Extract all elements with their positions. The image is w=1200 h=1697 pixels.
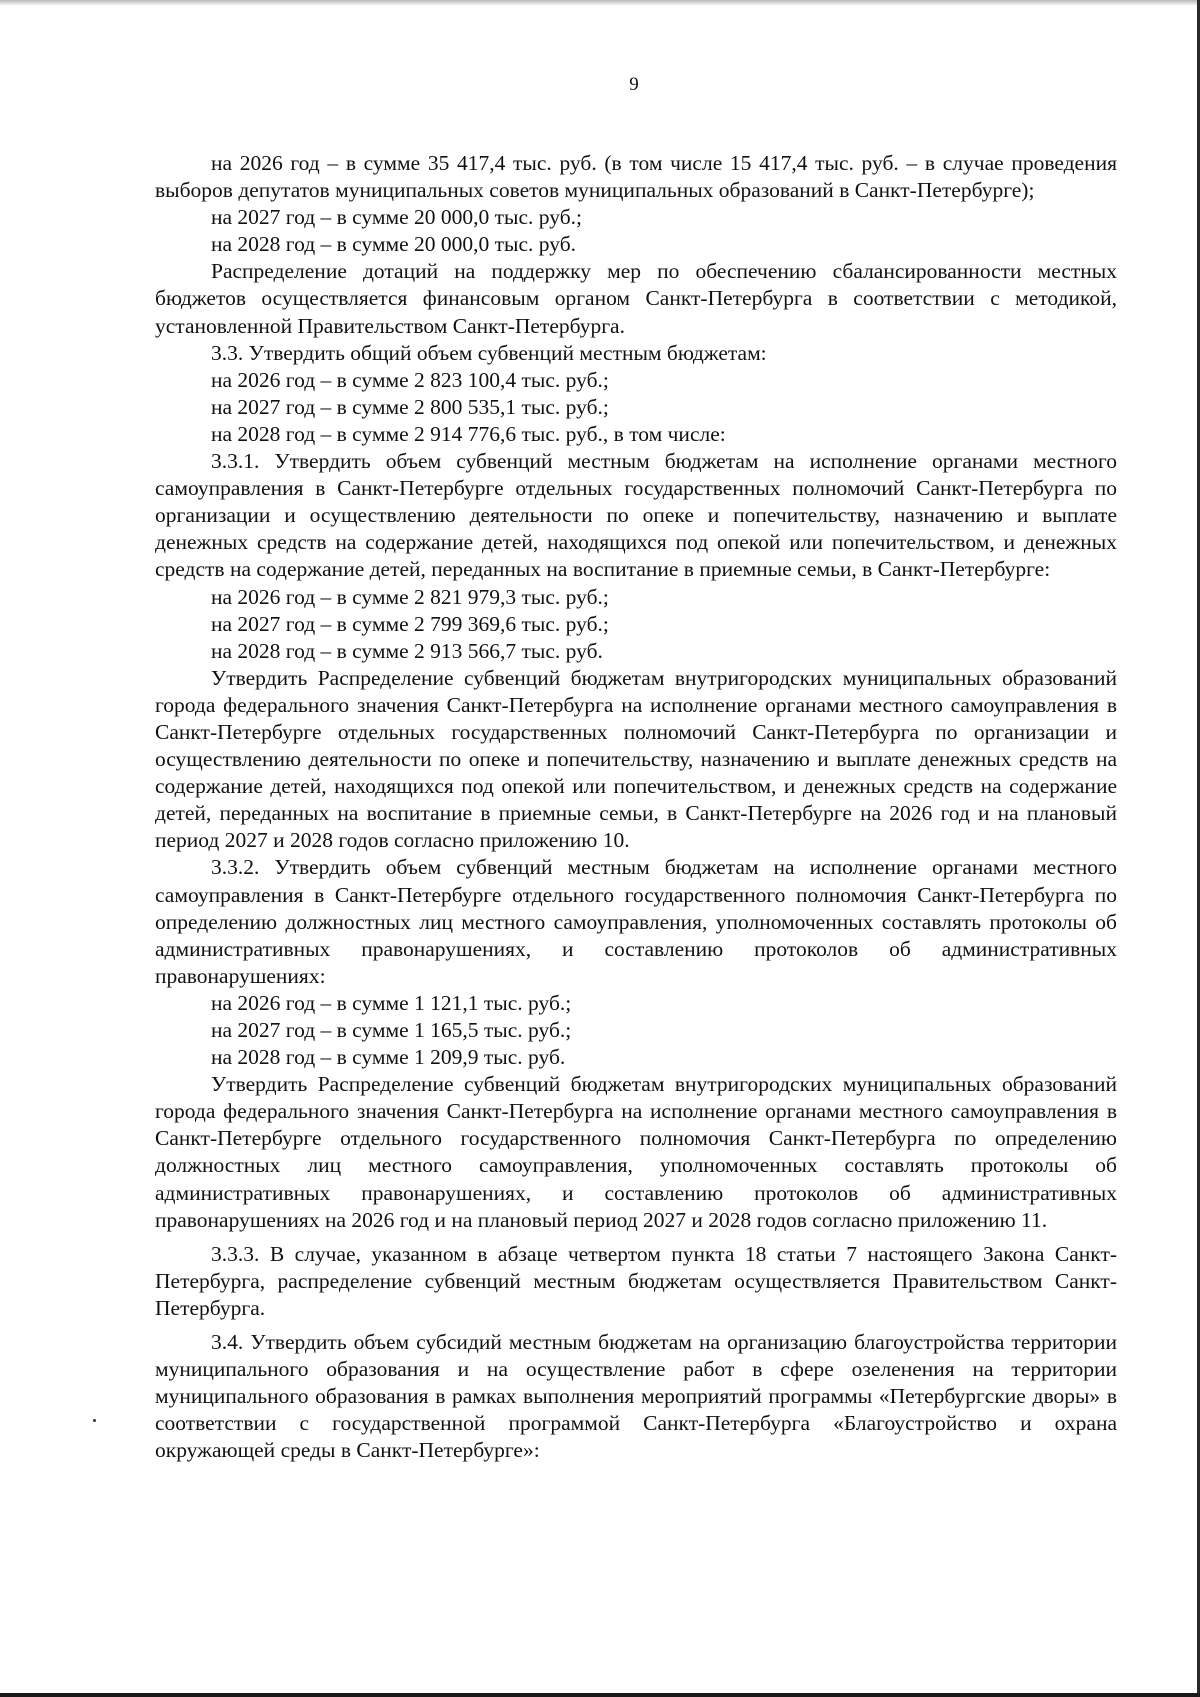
- section-heading: 3.3.1. Утвердить объем субвенций местным бюджетам на исполнение органами местного самоуправления в Санкт-Петербурге отдельных государственных полномочий Санкт-Петербурга по организации и осуществлению деятельности по опеке и попечительству, назначению и выплате денежных средств на содержание детей, находящихся под опекой или попечительством, и денежных средств на содержание детей, переданных на воспитание в приемные семьи, в Санкт-Петербурге:: [155, 449, 1117, 582]
- document-body: [155, 150, 1117, 1465]
- paragraph: на 2027 год – в сумме 1 165,5 тыс. руб.;: [211, 1018, 572, 1042]
- paragraph: на 2027 год – в сумме 20 000,0 тыс. руб.;: [211, 205, 583, 230]
- paragraph: на 2028 год – в сумме 1 209,9 тыс. руб.: [211, 1045, 566, 1070]
- section-heading: 3.3.3. В случае, указанном в абзаце четвертом пункта 18 статьи 7 настоящего Закона Санкт-Петербурга, распределение субвенций местным бюджетам осуществляется Правительством Санкт-Петербурга.: [155, 1241, 1117, 1320]
- paragraph: на 2026 год – в сумме 35 417,4 тыс. руб. (в том числе 15 417,4 тыс. руб. – в случае проведения выборов депутатов муниципальных советов муниципальных образований в Санкт-Петербурге);: [155, 151, 1117, 203]
- paragraph: на 2026 год – в сумме 2 821 979,3 тыс. руб.;: [211, 584, 609, 609]
- paragraph: на 2027 год – в сумме 2 799 369,6 тыс. руб.;: [211, 611, 609, 636]
- paragraph: на 2026 год – в сумме 2 823 100,4 тыс. руб.;: [211, 367, 609, 392]
- paragraph: Распределение дотаций на поддержку мер по обеспечению сбалансированности местных бюджетов осуществляется финансовым органом Санкт-Петербурга в соответствии с методикой, установленной Правительством Санкт-Петербурга.: [155, 259, 1117, 338]
- scan-speck: [93, 1419, 96, 1422]
- paragraph: Утвердить Распределение субвенций бюджетам внутригородских муниципальных образований города федерального значения Санкт-Петербурга на исполнение органами местного самоуправления в Санкт-Петербурге отдельного государственного полномочия Санкт-Петербурга по определению должностных лиц местного самоуправления, уполномоченных составлять протоколы об административных правонарушениях, и составлению протоколов об административных правонарушениях на 2026 год и на плановый период 2027 и 2028 годов согласно приложению 11.: [155, 1072, 1117, 1232]
- paragraph: на 2028 год – в сумме 20 000,0 тыс. руб.: [211, 232, 577, 257]
- paragraph: на 2026 год – в сумме 1 121,1 тыс. руб.;: [211, 990, 572, 1015]
- section-heading: 3.3. Утвердить общий объем субвенций местным бюджетам:: [211, 340, 767, 365]
- scan-bottom-edge: [0, 1693, 1200, 1697]
- section-heading: 3.3.2. Утвердить объем субвенций местным бюджетам на исполнение органами местного самоуправления в Санкт-Петербурге отдельного государственного полномочия Санкт-Петербурга по определению должностных лиц местного самоуправления, уполномоченных составлять протоколы об административных правонарушениях, и составлению протоколов об административных правонарушениях:: [155, 855, 1117, 988]
- section-heading: 3.4. Утвердить объем субсидий местным бюджетам на организацию благоустройства территории муниципального образования и на осуществление работ в сфере озеленения на территории муниципального образования в рамках выполнения мероприятий программы «Петербургские дворы» в соответствии с государственной программой Санкт-Петербурга «Благоустройство и охрана окружающей среды в Санкт-Петербурге»:: [155, 1330, 1117, 1463]
- scan-top-edge: [0, 0, 1200, 6]
- paragraph: Утвердить Распределение субвенций бюджетам внутригородских муниципальных образований города федерального значения Санкт-Петербурга на исполнение органами местного самоуправления в Санкт-Петербурге отдельных государственных полномочий Санкт-Петербурга по организации и осуществлению деятельности по опеке и попечительству, назначению и выплате денежных средств на содержание детей, находящихся под опекой или попечительством, и денежных средств на содержание детей, переданных на воспитание в приемные семьи, в Санкт-Петербурге на 2026 год и на плановый период 2027 и 2028 годов согласно приложению 10.: [155, 665, 1117, 853]
- page-number: 9: [629, 74, 639, 95]
- paragraph: на 2027 год – в сумме 2 800 535,1 тыс. руб.;: [211, 394, 609, 419]
- paragraph: на 2028 год – в сумме 2 913 566,7 тыс. руб.: [211, 638, 603, 663]
- paragraph: на 2028 год – в сумме 2 914 776,6 тыс. руб., в том числе:: [211, 421, 726, 446]
